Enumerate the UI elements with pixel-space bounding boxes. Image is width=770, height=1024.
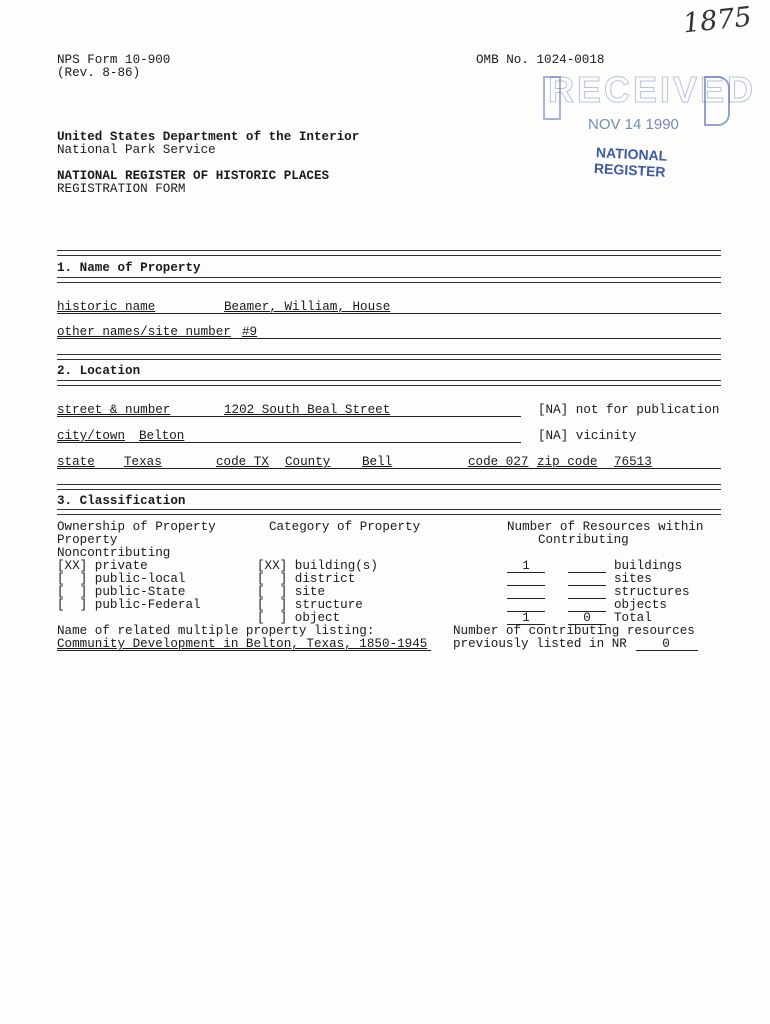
resource-label-buildings: buildings xyxy=(614,559,683,573)
noncontributing-blank xyxy=(568,585,606,586)
form-revision: (Rev. 8-86) xyxy=(57,66,141,80)
noncontributing-header: Noncontributing xyxy=(57,546,171,560)
category-structure[interactable]: [ ] structure xyxy=(257,598,363,612)
contributing-buildings: 1 xyxy=(522,559,530,573)
zip-value: 76513 xyxy=(614,455,652,469)
property-word: Property xyxy=(57,533,118,547)
state-value: Texas xyxy=(124,455,162,469)
stamp-register: REGISTER xyxy=(593,160,666,180)
stamp-left-bracket xyxy=(543,76,561,120)
county-code: code 027 xyxy=(468,455,529,469)
noncontributing-blank xyxy=(568,572,606,573)
state-line xyxy=(57,468,721,469)
contributing-blank xyxy=(507,572,545,573)
category-header: Category of Property xyxy=(269,520,421,534)
resources-header: Number of Resources within xyxy=(507,520,704,534)
related-listing-value: Community Development in Belton, Texas, 1850-1945 xyxy=(57,637,428,651)
section2-bottom-rule xyxy=(57,380,721,386)
previously-listed-value: 0 xyxy=(662,637,670,651)
contributing-previous-label: Number of contributing resources xyxy=(453,624,695,638)
not-for-publication: [NA] not for publication xyxy=(538,403,720,417)
register-title: NATIONAL REGISTER OF HISTORIC PLACES xyxy=(57,169,330,183)
resource-label-sites: sites xyxy=(614,572,652,586)
previously-listed-line xyxy=(636,650,698,651)
section2-top-rule xyxy=(57,354,721,360)
service-name: National Park Service xyxy=(57,143,216,157)
zip-label: zip code xyxy=(537,455,598,469)
department-name: United States Department of the Interior xyxy=(57,130,360,144)
section1-heading: 1. Name of Property xyxy=(57,261,201,275)
noncontributing-total: 0 xyxy=(583,611,591,625)
other-names-value: #9 xyxy=(242,325,258,339)
historic-name-value: Beamer, William, House xyxy=(224,300,391,314)
section3-top-rule xyxy=(57,484,721,490)
city-label: city/town xyxy=(57,429,126,443)
resource-label-structures: structures xyxy=(614,585,690,599)
contributing-header: Contributing xyxy=(538,533,629,547)
historic-name-label: historic name xyxy=(57,300,156,314)
category-site[interactable]: [ ] site xyxy=(257,585,326,599)
other-names-line xyxy=(57,338,721,339)
contributing-blank xyxy=(507,598,545,599)
section2-heading: 2. Location xyxy=(57,364,141,378)
section3-bottom-rule xyxy=(57,509,721,515)
noncontributing-blank xyxy=(568,598,606,599)
county-value: Bell xyxy=(362,455,393,469)
street-value: 1202 South Beal Street xyxy=(224,403,391,417)
omb-number: OMB No. 1024-0018 xyxy=(476,53,605,67)
category-object[interactable]: [ ] object xyxy=(257,611,341,625)
street-line xyxy=(57,416,521,417)
city-line xyxy=(57,442,521,443)
previously-listed-label: previously listed in NR xyxy=(453,637,627,651)
handwritten-number: 1875 xyxy=(681,1,754,40)
ownership-header: Ownership of Property xyxy=(57,520,216,534)
section3-heading: 3. Classification xyxy=(57,494,186,508)
stamp-national: NATIONAL xyxy=(595,144,668,164)
vicinity: [NA] vicinity xyxy=(538,429,637,443)
contributing-blank xyxy=(507,585,545,586)
category-district[interactable]: [ ] district xyxy=(257,572,356,586)
stamp-date: NOV 14 1990 xyxy=(588,116,679,133)
category-buildings[interactable]: [XX] building(s) xyxy=(257,559,378,573)
ownership-private[interactable]: [XX] private xyxy=(57,559,148,573)
form-number: NPS Form 10-900 xyxy=(57,53,171,67)
other-names-label: other names/site number xyxy=(57,325,231,339)
related-listing-line xyxy=(57,650,431,651)
ownership-public-local[interactable]: [ ] public-local xyxy=(57,572,186,586)
ownership-public-state[interactable]: [ ] public-State xyxy=(57,585,186,599)
state-label: state xyxy=(57,455,95,469)
city-value: Belton xyxy=(139,429,185,443)
state-code: code TX xyxy=(216,455,269,469)
ownership-public-federal[interactable]: [ ] public-Federal xyxy=(57,598,201,612)
section1-top-rule xyxy=(57,250,721,256)
historic-name-line xyxy=(57,313,721,314)
contributing-total: 1 xyxy=(522,611,530,625)
street-label: street & number xyxy=(57,403,171,417)
section1-bottom-rule xyxy=(57,277,721,283)
related-listing-label: Name of related multiple property listing: xyxy=(57,624,375,638)
county-label: County xyxy=(285,455,331,469)
resource-label-total: Total xyxy=(614,611,652,625)
form-title: REGISTRATION FORM xyxy=(57,182,186,196)
resource-label-objects: objects xyxy=(614,598,667,612)
stamp-received-text: RECEIVED xyxy=(548,69,757,110)
stamp-right-bracket xyxy=(704,76,730,126)
